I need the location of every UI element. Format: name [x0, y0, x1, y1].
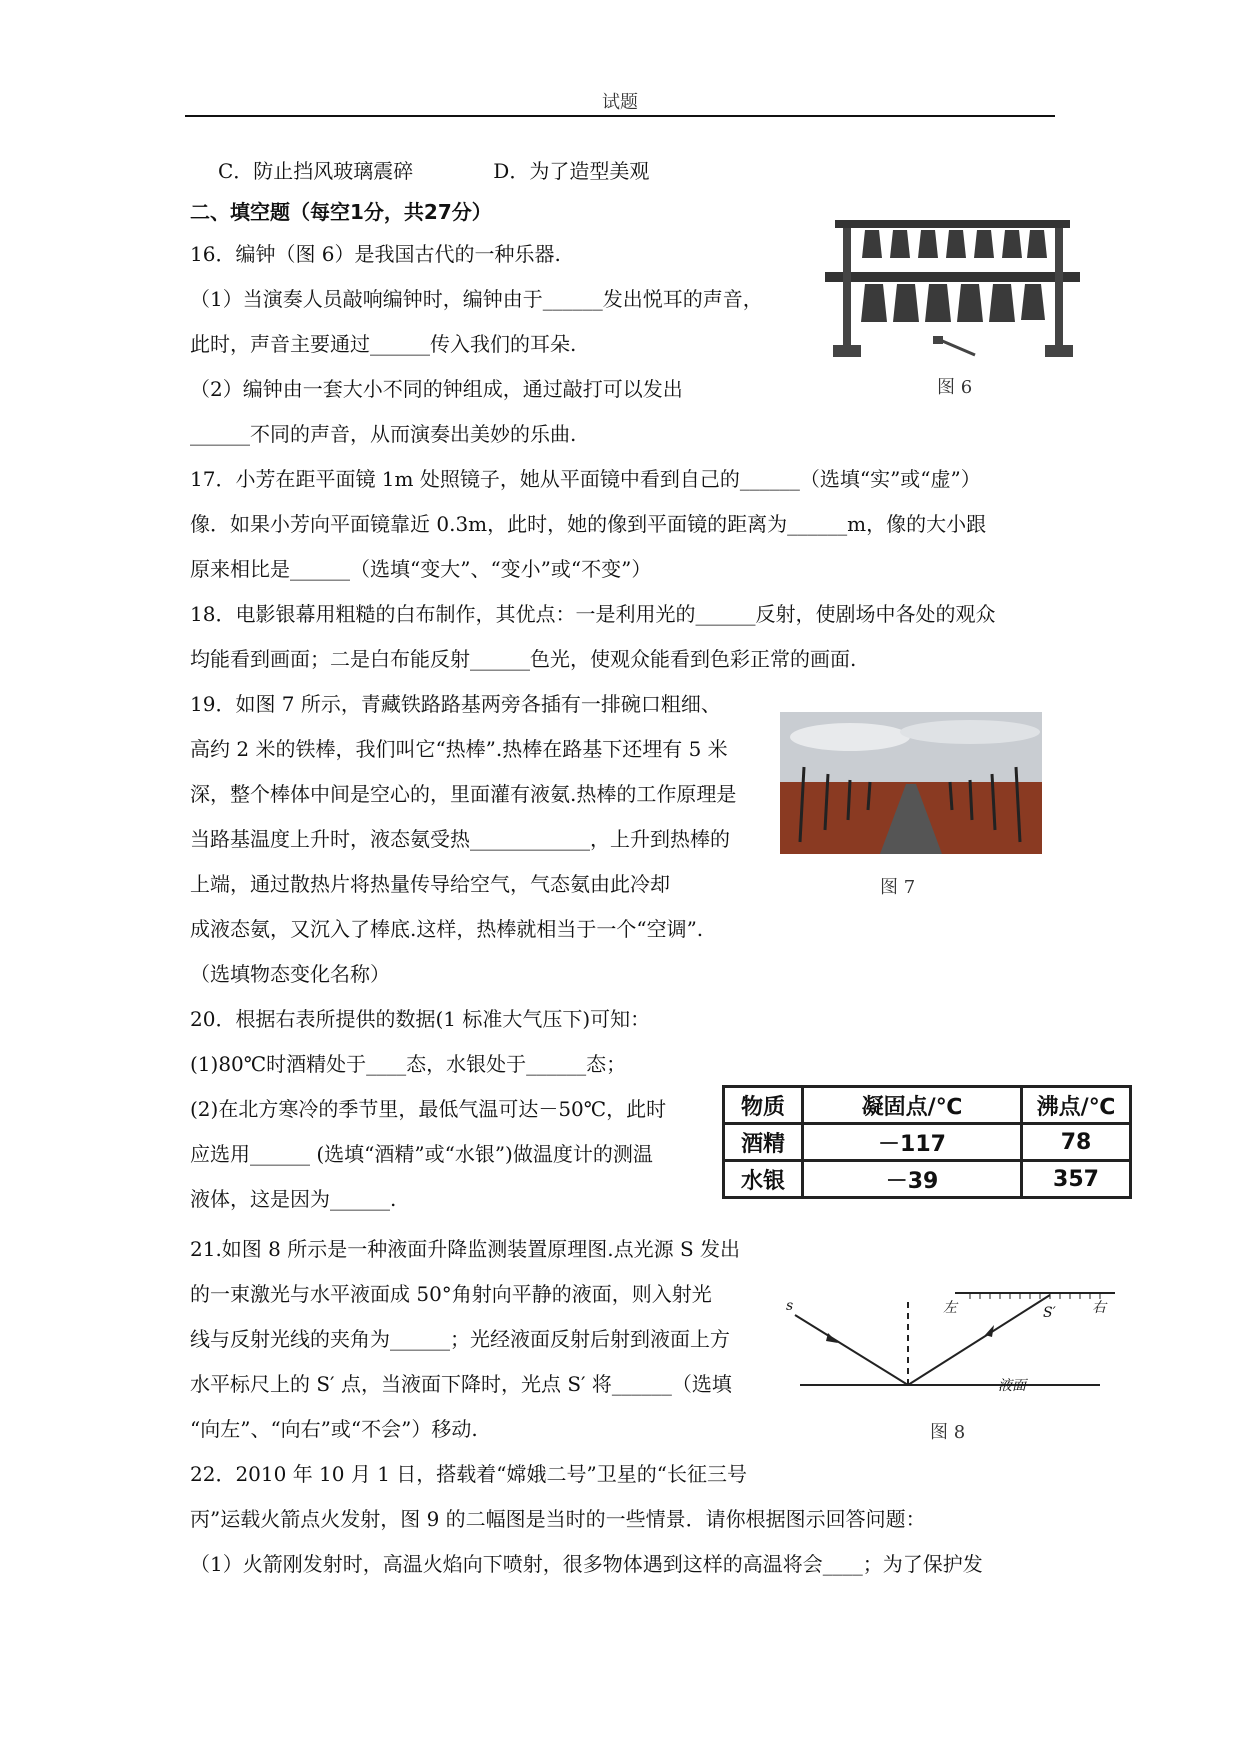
q18-line-2: 均能看到画面；二是白布能反射______色光，使观众能看到色彩正常的画面. [190, 647, 857, 671]
q17-line-1: 17．小芳在距平面镜 1m 处照镜子，她从平面镜中看到自己的______（选填“实”或“虚”） [190, 467, 981, 491]
q18-line-1: 18．电影银幕用粗糙的白布制作，其优点：一是利用光的______反射，使剧场中各处的观众 [190, 602, 996, 626]
label-liquid-surface: 液面 [998, 1378, 1026, 1394]
label-s: s [786, 1298, 794, 1314]
fig6-caption: 图 6 [937, 377, 973, 398]
q17-line-2: 像．如果小芳向平面镜靠近 0.3m，此时，她的像到平面镜的距离为______m，像的大小跟 [190, 512, 987, 536]
railway-photo [780, 712, 1042, 854]
fig8-caption: 图 8 [930, 1422, 966, 1443]
q19-line-5: 上端，通过散热片将热量传导给空气，气态氨由此冷却 [190, 872, 670, 896]
label-left: 左 [943, 1300, 957, 1316]
q17-line-3: 原来相比是______（选填“变大”、“变小”或“不变”） [190, 557, 652, 581]
q22-line-3: （1）火箭刚发射时，高温火焰向下喷射，很多物体遇到这样的高温将会____；为了保护发 [190, 1552, 983, 1576]
q19-line-6: 成液态氨，又沉入了棒底.这样，热棒就相当于一个“空调”. [190, 917, 704, 941]
q21-line-3: 线与反射光线的夹角为______；光经液面反射后射到液面上方 [190, 1327, 730, 1351]
label-right: 右 [1092, 1300, 1106, 1316]
q22-line-2: 丙”运载火箭点火发射，图 9 的二幅图是当时的一些情景．请你根据图示回答问题： [190, 1507, 926, 1531]
melting-boiling-table [722, 1085, 1132, 1199]
page-header: 试题 [602, 92, 638, 113]
q16-line-1: 16．编钟（图 6）是我国古代的一种乐器. [190, 242, 561, 266]
table-cell: 78 [1022, 1124, 1131, 1161]
q16-line-5: ______不同的声音，从而演奏出美妙的乐曲. [190, 422, 577, 446]
bianzhong-figure [825, 200, 1080, 360]
q21-line-4: 水平标尺上的 S′ 点，当液面下降时，光点 S′ 将______（选填 [190, 1372, 732, 1396]
table-header-row [724, 1087, 1131, 1124]
header-rule [185, 115, 1055, 117]
table-cell: －39 [803, 1161, 1022, 1198]
q16-line-4: （2）编钟由一套大小不同的钟组成，通过敲打可以发出 [190, 377, 683, 401]
table-cell: 酒精 [724, 1124, 803, 1161]
q19-line-4: 当路基温度上升时，液态氨受热____________，上升到热棒的 [190, 827, 730, 851]
q20-line-4: 应选用______ (选填“酒精”或“水银”)做温度计的测温 [190, 1142, 653, 1166]
table-row [724, 1124, 1131, 1161]
q21-line-1: 21.如图 8 所示是一种液面升降监测装置原理图.点光源 S 发出 [190, 1237, 741, 1261]
q20-line-1: 20．根据右表所提供的数据(1 标准大气压下)可知： [190, 1007, 651, 1031]
q19-line-7: （选填物态变化名称） [190, 962, 390, 986]
table-header-cell: 沸点/℃ [1022, 1087, 1131, 1124]
q21-line-2: 的一束激光与水平液面成 50°角射向平静的液面，则入射光 [190, 1282, 712, 1306]
table-header-cell: 物质 [724, 1087, 803, 1124]
fig7-caption: 图 7 [880, 877, 916, 898]
table-cell: 357 [1022, 1161, 1131, 1198]
q21-line-5: “向左”、“向右”或“不会”）移动. [190, 1417, 478, 1441]
option-cd-line: C．防止挡风玻璃震碎 D．为了造型美观 [218, 159, 650, 183]
q20-line-2: (1)80℃时酒精处于____态，水银处于______态； [190, 1052, 627, 1076]
table-cell: 水银 [724, 1161, 803, 1198]
q22-line-1: 22．2010 年 10 月 1 日，搭载着“嫦娥二号”卫星的“长征三号 [190, 1462, 747, 1486]
label-s-prime: S′ [1043, 1305, 1056, 1321]
q20-line-3: (2)在北方寒冷的季节里，最低气温可达－50℃，此时 [190, 1097, 667, 1121]
q20-line-5: 液体，这是因为______. [190, 1187, 397, 1211]
table-row [724, 1161, 1131, 1198]
q19-line-1: 19．如图 7 所示，青藏铁路路基两旁各插有一排碗口粗细、 [190, 692, 721, 716]
q19-line-3: 深，整个棒体中间是空心的，里面灌有液氨.热棒的工作原理是 [190, 782, 737, 806]
table-header-cell: 凝固点/℃ [803, 1087, 1022, 1124]
q19-line-2: 高约 2 米的铁棒，我们叫它“热棒”.热棒在路基下还埋有 5 米 [190, 737, 728, 761]
q16-line-3: 此时，声音主要通过______传入我们的耳朵. [190, 332, 577, 356]
q16-line-2: （1）当演奏人员敲响编钟时，编钟由于______发出悦耳的声音， [190, 287, 763, 311]
section-title: 二、填空题（每空1分，共27分） [190, 200, 492, 224]
table-cell: －117 [803, 1124, 1022, 1161]
